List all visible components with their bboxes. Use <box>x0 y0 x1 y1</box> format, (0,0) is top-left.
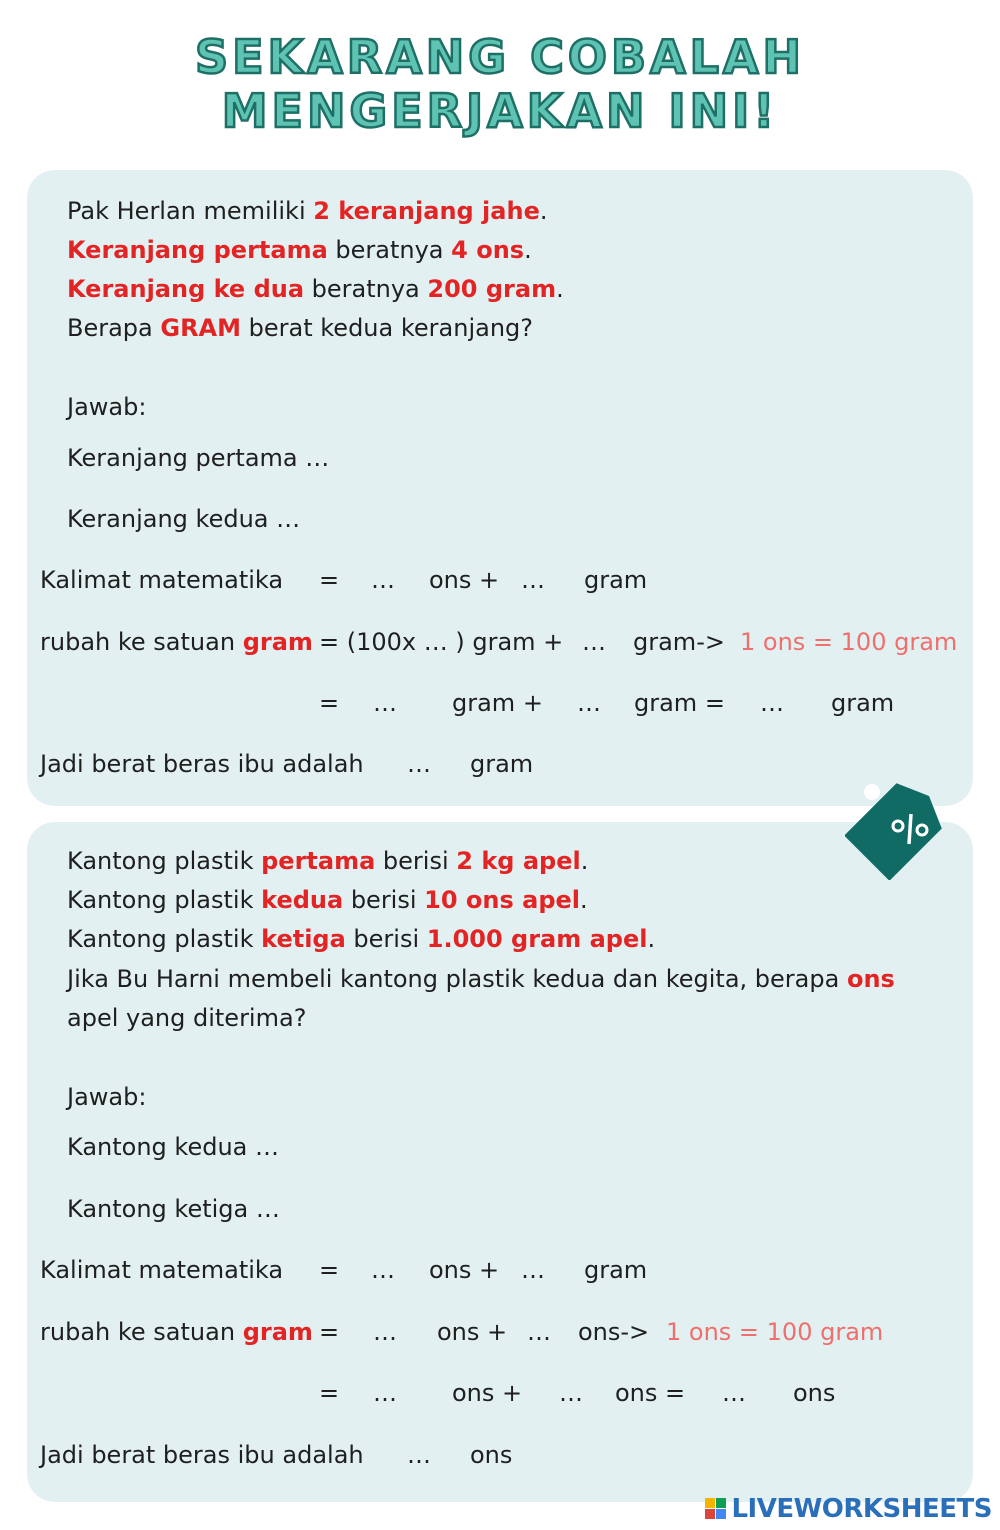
highlight-text: gram <box>242 628 313 656</box>
blank-field[interactable]: … <box>521 1256 545 1284</box>
blank-field[interactable]: … <box>577 689 601 717</box>
highlight-text: 4 ons <box>451 236 525 264</box>
question-line <box>67 846 588 876</box>
expression-text: = (100x … ) gram + <box>319 628 564 656</box>
unit-text: ons + <box>429 1256 500 1284</box>
question-line <box>67 313 533 343</box>
text: rubah ke satuan <box>40 628 243 656</box>
row-label: Kalimat matematika <box>40 1256 284 1284</box>
question-line <box>67 924 655 954</box>
highlight-text: 200 gram <box>427 275 557 303</box>
highlight-text: GRAM <box>160 314 242 342</box>
text: Jika Bu Harni membeli kantong plastik kedua dan kegita, berapa <box>67 965 847 993</box>
highlight-text: gram <box>242 1318 313 1346</box>
text: Kantong plastik <box>67 925 262 953</box>
unit-text: ons + <box>429 566 500 594</box>
unit-text: gram <box>831 689 895 717</box>
blank-field[interactable]: … <box>371 1256 395 1284</box>
question-line <box>67 235 532 265</box>
highlight-text: ons <box>846 965 895 993</box>
answer-line-second: Keranjang kedua … <box>67 505 301 533</box>
text: . <box>580 886 588 914</box>
liveworksheets-logo-icon <box>705 1498 727 1520</box>
unit-text: ons <box>793 1379 836 1407</box>
hint-text: 1 ons = 100 gram <box>666 1318 884 1346</box>
conclusion-label: Jadi berat beras ibu adalah <box>40 1441 364 1469</box>
blank-field[interactable]: … <box>371 566 395 594</box>
unit-text: gram <box>584 1256 648 1284</box>
highlight-text: 2 kg apel <box>456 847 581 875</box>
text: berisi <box>345 925 427 953</box>
text: berisi <box>343 886 425 914</box>
blank-field[interactable]: … <box>373 1318 397 1346</box>
text: Berapa <box>67 314 161 342</box>
unit-text: ons + <box>452 1379 523 1407</box>
row-label: Kalimat matematika <box>40 566 284 594</box>
unit-text: ons <box>470 1441 513 1469</box>
highlight-text: ketiga <box>261 925 346 953</box>
blank-field[interactable]: … <box>527 1318 551 1346</box>
question-line <box>67 885 588 915</box>
equals-sign: = <box>319 1256 340 1284</box>
unit-text: gram + <box>452 689 543 717</box>
problem-card-1 <box>27 170 973 806</box>
highlight-text: pertama <box>261 847 376 875</box>
highlight-text: kedua <box>261 886 344 914</box>
equals-sign: = <box>319 1379 340 1407</box>
blank-field[interactable]: … <box>373 689 397 717</box>
unit-text: gram <box>470 750 534 778</box>
text: berisi <box>375 847 457 875</box>
unit-text: gram-> <box>633 628 725 656</box>
text: . <box>580 847 589 875</box>
row-label <box>40 1317 313 1347</box>
equals-sign: = <box>319 1318 340 1346</box>
text: beratnya <box>304 275 428 303</box>
text: . <box>556 275 564 303</box>
question-line <box>67 274 564 304</box>
equals-sign: = <box>319 689 340 717</box>
blank-field[interactable]: … <box>582 628 606 656</box>
text: . <box>524 236 532 264</box>
text: . <box>539 197 548 225</box>
blank-field[interactable]: … <box>521 566 545 594</box>
highlight-text: 1.000 gram apel <box>426 925 648 953</box>
answer-line-first: Kantong kedua … <box>67 1133 279 1161</box>
discount-tag-icon <box>845 760 965 880</box>
answer-line-first: Keranjang pertama … <box>67 444 330 472</box>
unit-text: ons = <box>615 1379 686 1407</box>
title-line-2: MENGERJAKAN INI! <box>221 84 779 138</box>
answer-label: Jawab: <box>67 393 147 421</box>
title-line-1: SEKARANG COBALAH <box>194 30 806 84</box>
answer-label: Jawab: <box>67 1083 147 1111</box>
hint-text: 1 ons = 100 gram <box>740 628 958 656</box>
blank-field[interactable]: … <box>559 1379 583 1407</box>
text: . <box>647 925 656 953</box>
unit-text: gram = <box>634 689 725 717</box>
unit-text: ons-> <box>578 1318 650 1346</box>
text: beratnya <box>327 236 452 264</box>
text: Kantong plastik <box>67 886 262 914</box>
blank-field[interactable]: … <box>407 750 431 778</box>
conclusion-label: Jadi berat beras ibu adalah <box>40 750 364 778</box>
question-line <box>67 196 547 226</box>
blank-field[interactable]: … <box>760 689 784 717</box>
equals-sign: = <box>319 566 340 594</box>
text: berat kedua keranjang? <box>241 314 533 342</box>
page-title <box>0 30 1000 138</box>
text: rubah ke satuan <box>40 1318 243 1346</box>
highlight-text: Keranjang pertama <box>67 236 328 264</box>
text: Pak Herlan memiliki <box>67 197 314 225</box>
row-label <box>40 627 313 657</box>
liveworksheets-logo <box>705 1492 992 1526</box>
highlight-text: 10 ons apel <box>424 886 581 914</box>
blank-field[interactable]: … <box>407 1441 431 1469</box>
logo-text: LIVEWORKSHEETS <box>731 1494 992 1524</box>
unit-text: ons + <box>437 1318 508 1346</box>
answer-line-second: Kantong ketiga … <box>67 1195 280 1223</box>
highlight-text: Keranjang ke dua <box>67 275 305 303</box>
problem-card-2 <box>27 822 973 1502</box>
blank-field[interactable]: … <box>373 1379 397 1407</box>
question-line: apel yang diterima? <box>67 1004 307 1032</box>
blank-field[interactable]: … <box>722 1379 746 1407</box>
highlight-text: 2 keranjang jahe <box>313 197 540 225</box>
unit-text: gram <box>584 566 648 594</box>
text: Kantong plastik <box>67 847 262 875</box>
question-line <box>67 964 895 994</box>
